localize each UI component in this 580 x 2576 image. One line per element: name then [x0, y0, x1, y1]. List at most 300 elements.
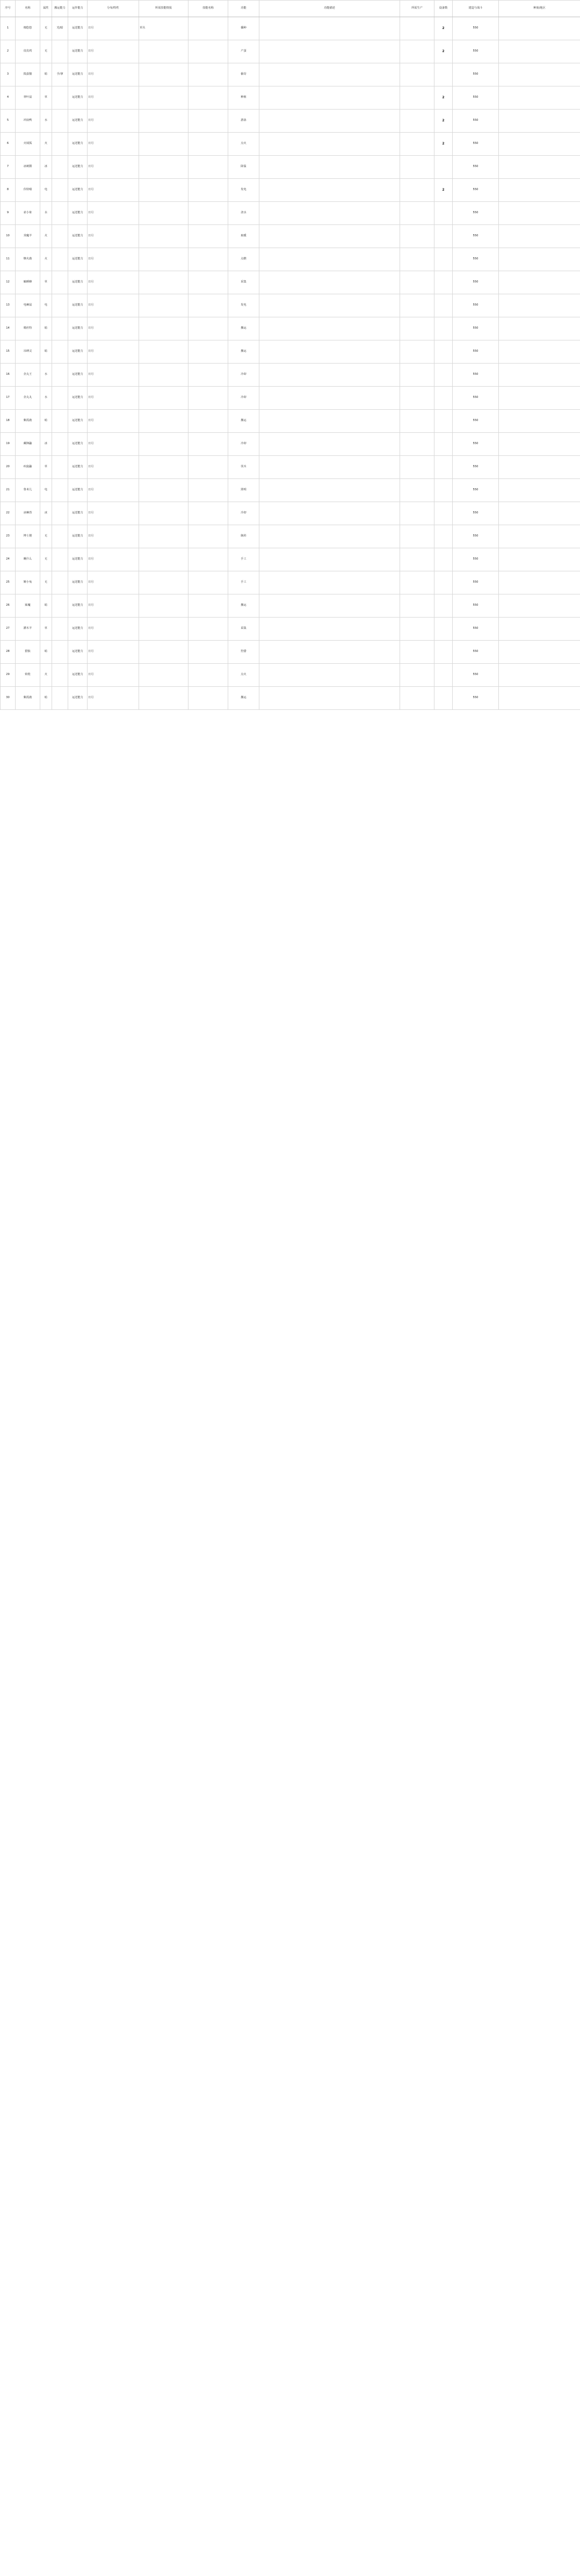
- cell-race-region[interactable]: [499, 17, 580, 40]
- cell-build-battle[interactable]: 550: [453, 548, 499, 571]
- cell-required-tech[interactable]: [139, 202, 189, 225]
- cell-build-battle[interactable]: 550: [453, 156, 499, 179]
- cell-work[interactable]: 运送能力: [68, 202, 88, 225]
- cell-work[interactable]: 运送能力: [68, 410, 88, 433]
- cell-index[interactable]: 23: [1, 525, 16, 548]
- cell-distribution[interactable]: 日月: [88, 571, 139, 594]
- table-row[interactable]: [1, 433, 580, 456]
- cell-element[interactable]: 无: [40, 548, 52, 571]
- cell-distribution[interactable]: 日月: [88, 525, 139, 548]
- cell-function-desc[interactable]: [259, 594, 400, 618]
- cell-work[interactable]: 运送能力: [68, 110, 88, 133]
- cell-index[interactable]: 6: [1, 133, 16, 156]
- cell-function[interactable]: 点燃: [228, 248, 259, 271]
- cell-required-tech[interactable]: [139, 225, 189, 248]
- cell-race-region[interactable]: [499, 387, 580, 410]
- cell-work[interactable]: 运送能力: [68, 294, 88, 317]
- cell-function-desc[interactable]: [259, 525, 400, 548]
- cell-skill-name[interactable]: [189, 17, 228, 40]
- cell-name[interactable]: 紫霞鹿: [16, 410, 40, 433]
- cell-device-count[interactable]: [434, 225, 453, 248]
- cell-element[interactable]: 无: [40, 17, 52, 40]
- cell-skill-name[interactable]: [189, 133, 228, 156]
- cell-race-region[interactable]: [499, 525, 580, 548]
- cell-build-battle[interactable]: 550: [453, 40, 499, 63]
- cell-function-desc[interactable]: [259, 156, 400, 179]
- cell-function-desc[interactable]: [259, 502, 400, 525]
- cell-carry[interactable]: [52, 271, 68, 294]
- cell-element[interactable]: 火: [40, 225, 52, 248]
- cell-production[interactable]: [400, 17, 434, 40]
- cell-skill-name[interactable]: [189, 202, 228, 225]
- cell-production[interactable]: [400, 433, 434, 456]
- cell-carry[interactable]: [52, 317, 68, 340]
- cell-element[interactable]: 水: [40, 387, 52, 410]
- cell-race-region[interactable]: [499, 225, 580, 248]
- cell-carry[interactable]: [52, 664, 68, 687]
- cell-required-tech[interactable]: [139, 687, 189, 710]
- cell-skill-name[interactable]: [189, 594, 228, 618]
- table-row[interactable]: [1, 387, 580, 410]
- cell-production[interactable]: [400, 548, 434, 571]
- cell-required-tech[interactable]: [139, 618, 189, 641]
- cell-name[interactable]: 企丸王: [16, 364, 40, 387]
- cell-work[interactable]: 运送能力: [68, 40, 88, 63]
- cell-production[interactable]: [400, 502, 434, 525]
- cell-work[interactable]: 运送能力: [68, 687, 88, 710]
- cell-name[interactable]: 冲浪鸭: [16, 110, 40, 133]
- cell-device-count[interactable]: [434, 525, 453, 548]
- table-row[interactable]: [1, 594, 580, 618]
- cell-function-desc[interactable]: [259, 317, 400, 340]
- cell-name[interactable]: 喵丝特: [16, 317, 40, 340]
- cell-carry[interactable]: [52, 248, 68, 271]
- cell-carry[interactable]: 光/暗: [52, 17, 68, 40]
- cell-device-count[interactable]: [434, 548, 453, 571]
- cell-race-region[interactable]: [499, 410, 580, 433]
- cell-index[interactable]: 11: [1, 248, 16, 271]
- cell-carry[interactable]: [52, 410, 68, 433]
- cell-distribution[interactable]: 日月: [88, 248, 139, 271]
- cell-build-battle[interactable]: 550: [453, 571, 499, 594]
- cell-index[interactable]: 29: [1, 664, 16, 687]
- cell-required-tech[interactable]: [139, 340, 189, 364]
- cell-name[interactable]: 吊缚灵: [16, 340, 40, 364]
- cell-device-count[interactable]: 2: [434, 86, 453, 110]
- cell-function-desc[interactable]: [259, 410, 400, 433]
- cell-device-count[interactable]: [434, 479, 453, 502]
- cell-name[interactable]: 燎火鹿: [16, 248, 40, 271]
- cell-production[interactable]: [400, 456, 434, 479]
- cell-build-battle[interactable]: 550: [453, 410, 499, 433]
- cell-index[interactable]: 30: [1, 687, 16, 710]
- cell-required-tech[interactable]: [139, 86, 189, 110]
- cell-work[interactable]: 运送能力: [68, 594, 88, 618]
- cell-build-battle[interactable]: 550: [453, 340, 499, 364]
- cell-build-battle[interactable]: 550: [453, 86, 499, 110]
- cell-index[interactable]: 21: [1, 479, 16, 502]
- cell-distribution[interactable]: 日月: [88, 618, 139, 641]
- cell-function-desc[interactable]: [259, 571, 400, 594]
- cell-distribution[interactable]: 日月: [88, 687, 139, 710]
- cell-function[interactable]: 采集: [228, 618, 259, 641]
- cell-distribution[interactable]: 日月: [88, 410, 139, 433]
- cell-distribution[interactable]: 日月: [88, 317, 139, 340]
- cell-carry[interactable]: [52, 340, 68, 364]
- cell-carry[interactable]: [52, 502, 68, 525]
- cell-distribution[interactable]: 日月: [88, 641, 139, 664]
- cell-name[interactable]: 电棘鼠: [16, 294, 40, 317]
- cell-index[interactable]: 3: [1, 63, 16, 86]
- cell-build-battle[interactable]: 550: [453, 433, 499, 456]
- cell-index[interactable]: 4: [1, 86, 16, 110]
- cell-race-region[interactable]: [499, 364, 580, 387]
- cell-production[interactable]: [400, 525, 434, 548]
- cell-skill-name[interactable]: [189, 571, 228, 594]
- cell-index[interactable]: 13: [1, 294, 16, 317]
- cell-work[interactable]: 运送能力: [68, 133, 88, 156]
- cell-function[interactable]: 手工: [228, 571, 259, 594]
- cell-distribution[interactable]: 日月: [88, 156, 139, 179]
- cell-name[interactable]: 博士狸: [16, 525, 40, 548]
- cell-name[interactable]: 鲁米儿: [16, 479, 40, 502]
- table-row[interactable]: [1, 63, 580, 86]
- cell-device-count[interactable]: [434, 618, 453, 641]
- cell-function-desc[interactable]: [259, 433, 400, 456]
- cell-production[interactable]: [400, 317, 434, 340]
- cell-race-region[interactable]: [499, 271, 580, 294]
- cell-production[interactable]: [400, 641, 434, 664]
- cell-name[interactable]: 炎魔羊: [16, 225, 40, 248]
- cell-production[interactable]: [400, 110, 434, 133]
- cell-carry[interactable]: 手/拿: [52, 63, 68, 86]
- cell-device-count[interactable]: [434, 641, 453, 664]
- cell-skill-name[interactable]: [189, 156, 228, 179]
- cell-work[interactable]: 运送能力: [68, 248, 88, 271]
- cell-skill-name[interactable]: [189, 525, 228, 548]
- table-row[interactable]: [1, 548, 580, 571]
- cell-device-count[interactable]: [434, 571, 453, 594]
- cell-name[interactable]: 冰棘兽: [16, 502, 40, 525]
- cell-skill-name[interactable]: [189, 248, 228, 271]
- table-row[interactable]: [1, 687, 580, 710]
- cell-function-desc[interactable]: [259, 133, 400, 156]
- cell-element[interactable]: 草: [40, 456, 52, 479]
- cell-function[interactable]: 手工: [228, 548, 259, 571]
- cell-index[interactable]: 26: [1, 594, 16, 618]
- cell-name[interactable]: 企丸丸: [16, 387, 40, 410]
- cell-carry[interactable]: [52, 387, 68, 410]
- cell-element[interactable]: 无: [40, 525, 52, 548]
- cell-production[interactable]: [400, 271, 434, 294]
- cell-skill-name[interactable]: [189, 664, 228, 687]
- cell-function[interactable]: 采集: [228, 271, 259, 294]
- cell-carry[interactable]: [52, 225, 68, 248]
- cell-distribution[interactable]: 日月: [88, 110, 139, 133]
- cell-build-battle[interactable]: 550: [453, 479, 499, 502]
- cell-race-region[interactable]: [499, 202, 580, 225]
- cell-element[interactable]: 火: [40, 248, 52, 271]
- cell-element[interactable]: 草: [40, 618, 52, 641]
- cell-work[interactable]: 运送能力: [68, 225, 88, 248]
- cell-skill-name[interactable]: [189, 502, 228, 525]
- cell-production[interactable]: [400, 594, 434, 618]
- cell-function-desc[interactable]: [259, 225, 400, 248]
- cell-element[interactable]: 暗: [40, 594, 52, 618]
- cell-element[interactable]: 火: [40, 133, 52, 156]
- cell-required-tech[interactable]: [139, 133, 189, 156]
- table-row[interactable]: [1, 364, 580, 387]
- cell-skill-name[interactable]: [189, 340, 228, 364]
- cell-work[interactable]: 运送能力: [68, 664, 88, 687]
- cell-element[interactable]: 草: [40, 86, 52, 110]
- cell-carry[interactable]: [52, 86, 68, 110]
- cell-race-region[interactable]: [499, 317, 580, 340]
- cell-work[interactable]: 运送能力: [68, 502, 88, 525]
- cell-function-desc[interactable]: [259, 641, 400, 664]
- cell-build-battle[interactable]: 550: [453, 248, 499, 271]
- cell-race-region[interactable]: [499, 294, 580, 317]
- cell-index[interactable]: 10: [1, 225, 16, 248]
- cell-function-desc[interactable]: [259, 364, 400, 387]
- cell-skill-name[interactable]: [189, 387, 228, 410]
- cell-name[interactable]: 瞅什么: [16, 548, 40, 571]
- cell-build-battle[interactable]: 550: [453, 133, 499, 156]
- cell-name[interactable]: 猎狼: [16, 641, 40, 664]
- cell-required-tech[interactable]: [139, 410, 189, 433]
- cell-distribution[interactable]: 日月: [88, 664, 139, 687]
- table-row[interactable]: [1, 86, 580, 110]
- cell-carry[interactable]: [52, 479, 68, 502]
- cell-race-region[interactable]: [499, 40, 580, 63]
- cell-work[interactable]: 运送能力: [68, 571, 88, 594]
- cell-distribution[interactable]: 日月: [88, 340, 139, 364]
- cell-required-tech[interactable]: [139, 294, 189, 317]
- cell-race-region[interactable]: [499, 248, 580, 271]
- cell-distribution[interactable]: 日月: [88, 387, 139, 410]
- cell-device-count[interactable]: [434, 410, 453, 433]
- cell-race-region[interactable]: [499, 340, 580, 364]
- cell-race-region[interactable]: [499, 156, 580, 179]
- cell-skill-name[interactable]: [189, 479, 228, 502]
- cell-work[interactable]: 运送能力: [68, 156, 88, 179]
- cell-build-battle[interactable]: 550: [453, 687, 499, 710]
- cell-device-count[interactable]: [434, 294, 453, 317]
- cell-build-battle[interactable]: 550: [453, 641, 499, 664]
- cell-build-battle[interactable]: 550: [453, 525, 499, 548]
- cell-index[interactable]: 16: [1, 364, 16, 387]
- cell-production[interactable]: [400, 364, 434, 387]
- cell-skill-name[interactable]: [189, 456, 228, 479]
- cell-function-desc[interactable]: [259, 63, 400, 86]
- cell-work[interactable]: 运送能力: [68, 641, 88, 664]
- cell-skill-name[interactable]: [189, 271, 228, 294]
- cell-work[interactable]: 运送能力: [68, 525, 88, 548]
- cell-function-desc[interactable]: [259, 110, 400, 133]
- cell-production[interactable]: [400, 479, 434, 502]
- cell-distribution[interactable]: 日月: [88, 133, 139, 156]
- cell-carry[interactable]: [52, 110, 68, 133]
- cell-build-battle[interactable]: 550: [453, 618, 499, 641]
- cell-function-desc[interactable]: [259, 17, 400, 40]
- cell-element[interactable]: 电: [40, 479, 52, 502]
- cell-device-count[interactable]: [434, 456, 453, 479]
- cell-race-region[interactable]: [499, 456, 580, 479]
- cell-function[interactable]: 冷却: [228, 502, 259, 525]
- cell-required-tech[interactable]: [139, 548, 189, 571]
- cell-function[interactable]: 浇水: [228, 202, 259, 225]
- cell-required-tech[interactable]: [139, 479, 189, 502]
- cell-function-desc[interactable]: [259, 687, 400, 710]
- table-row[interactable]: [1, 17, 580, 40]
- cell-name[interactable]: 瞌睡蜂: [16, 271, 40, 294]
- table-row[interactable]: [1, 456, 580, 479]
- cell-required-tech[interactable]: [139, 664, 189, 687]
- cell-carry[interactable]: [52, 294, 68, 317]
- cell-work[interactable]: 运送能力: [68, 548, 88, 571]
- cell-index[interactable]: 17: [1, 387, 16, 410]
- cell-race-region[interactable]: [499, 664, 580, 687]
- cell-required-tech[interactable]: [139, 387, 189, 410]
- cell-element[interactable]: 无: [40, 40, 52, 63]
- cell-index[interactable]: 1: [1, 17, 16, 40]
- cell-function[interactable]: 搬运: [228, 410, 259, 433]
- cell-carry[interactable]: [52, 618, 68, 641]
- cell-required-tech[interactable]: [139, 433, 189, 456]
- cell-function[interactable]: 取暖: [228, 225, 259, 248]
- cell-required-tech[interactable]: [139, 271, 189, 294]
- cell-distribution[interactable]: 日月: [88, 40, 139, 63]
- cell-build-battle[interactable]: 550: [453, 179, 499, 202]
- cell-index[interactable]: 24: [1, 548, 16, 571]
- cell-function[interactable]: 降温: [228, 156, 259, 179]
- cell-index[interactable]: 2: [1, 40, 16, 63]
- cell-race-region[interactable]: [499, 479, 580, 502]
- cell-device-count[interactable]: 2: [434, 133, 453, 156]
- cell-function[interactable]: 偷窃: [228, 63, 259, 86]
- cell-element[interactable]: 电: [40, 179, 52, 202]
- cell-production[interactable]: [400, 179, 434, 202]
- cell-required-tech[interactable]: [139, 110, 189, 133]
- cell-production[interactable]: [400, 294, 434, 317]
- cell-race-region[interactable]: [499, 86, 580, 110]
- cell-distribution[interactable]: 日月: [88, 63, 139, 86]
- cell-name[interactable]: 紫霞鹿: [16, 687, 40, 710]
- table-row[interactable]: [1, 664, 580, 687]
- table-row[interactable]: [1, 225, 580, 248]
- cell-function-desc[interactable]: [259, 456, 400, 479]
- cell-device-count[interactable]: 2: [434, 17, 453, 40]
- cell-function[interactable]: 产蛋: [228, 40, 259, 63]
- cell-element[interactable]: 暗: [40, 410, 52, 433]
- table-row[interactable]: [1, 133, 580, 156]
- cell-distribution[interactable]: 日月: [88, 225, 139, 248]
- cell-function-desc[interactable]: [259, 179, 400, 202]
- cell-device-count[interactable]: [434, 433, 453, 456]
- cell-work[interactable]: 运送能力: [68, 364, 88, 387]
- cell-function[interactable]: 冷却: [228, 387, 259, 410]
- cell-device-count[interactable]: [434, 364, 453, 387]
- cell-element[interactable]: 暗: [40, 687, 52, 710]
- cell-work[interactable]: 运送能力: [68, 340, 88, 364]
- cell-distribution[interactable]: 日月: [88, 502, 139, 525]
- cell-element[interactable]: 水: [40, 110, 52, 133]
- cell-work[interactable]: 运送能力: [68, 17, 88, 40]
- cell-skill-name[interactable]: [189, 548, 228, 571]
- cell-function-desc[interactable]: [259, 340, 400, 364]
- cell-index[interactable]: 7: [1, 156, 16, 179]
- cell-production[interactable]: [400, 340, 434, 364]
- cell-function-desc[interactable]: [259, 294, 400, 317]
- cell-carry[interactable]: [52, 594, 68, 618]
- cell-production[interactable]: [400, 248, 434, 271]
- cell-name[interactable]: 疾旋鼬: [16, 456, 40, 479]
- cell-function-desc[interactable]: [259, 618, 400, 641]
- cell-carry[interactable]: [52, 525, 68, 548]
- cell-build-battle[interactable]: 550: [453, 594, 499, 618]
- cell-index[interactable]: 15: [1, 340, 16, 364]
- cell-function[interactable]: 狩猎: [228, 641, 259, 664]
- table-row[interactable]: [1, 618, 580, 641]
- cell-distribution[interactable]: 日月: [88, 86, 139, 110]
- table-row[interactable]: [1, 40, 580, 63]
- cell-function-desc[interactable]: [259, 86, 400, 110]
- cell-build-battle[interactable]: 550: [453, 294, 499, 317]
- cell-device-count[interactable]: [434, 387, 453, 410]
- cell-production[interactable]: [400, 664, 434, 687]
- cell-build-battle[interactable]: 550: [453, 364, 499, 387]
- cell-function-desc[interactable]: [259, 248, 400, 271]
- cell-carry[interactable]: [52, 548, 68, 571]
- cell-race-region[interactable]: [499, 618, 580, 641]
- cell-skill-name[interactable]: [189, 317, 228, 340]
- cell-race-region[interactable]: [499, 594, 580, 618]
- cell-distribution[interactable]: 日月: [88, 179, 139, 202]
- cell-name[interactable]: 藏锋鼬: [16, 433, 40, 456]
- table-row[interactable]: [1, 502, 580, 525]
- cell-production[interactable]: [400, 410, 434, 433]
- cell-race-region[interactable]: [499, 133, 580, 156]
- table-row[interactable]: [1, 525, 580, 548]
- cell-function[interactable]: 点火: [228, 133, 259, 156]
- cell-required-tech[interactable]: [139, 525, 189, 548]
- cell-function[interactable]: 伐木: [228, 456, 259, 479]
- cell-index[interactable]: 20: [1, 456, 16, 479]
- cell-skill-name[interactable]: [189, 179, 228, 202]
- cell-function[interactable]: 播种: [228, 17, 259, 40]
- cell-race-region[interactable]: [499, 179, 580, 202]
- cell-distribution[interactable]: 日月: [88, 202, 139, 225]
- cell-device-count[interactable]: [434, 317, 453, 340]
- cell-skill-name[interactable]: [189, 364, 228, 387]
- cell-distribution[interactable]: 日月: [88, 594, 139, 618]
- cell-function[interactable]: 游泳: [228, 110, 259, 133]
- cell-build-battle[interactable]: 550: [453, 225, 499, 248]
- cell-device-count[interactable]: [434, 248, 453, 271]
- cell-production[interactable]: [400, 40, 434, 63]
- cell-distribution[interactable]: 日月: [88, 294, 139, 317]
- cell-function-desc[interactable]: [259, 664, 400, 687]
- cell-device-count[interactable]: [434, 664, 453, 687]
- cell-carry[interactable]: [52, 687, 68, 710]
- cell-required-tech[interactable]: [139, 502, 189, 525]
- cell-race-region[interactable]: [499, 502, 580, 525]
- cell-work[interactable]: 运送能力: [68, 433, 88, 456]
- cell-distribution[interactable]: 日月: [88, 479, 139, 502]
- cell-required-tech[interactable]: [139, 40, 189, 63]
- cell-skill-name[interactable]: [189, 618, 228, 641]
- cell-required-tech[interactable]: [139, 641, 189, 664]
